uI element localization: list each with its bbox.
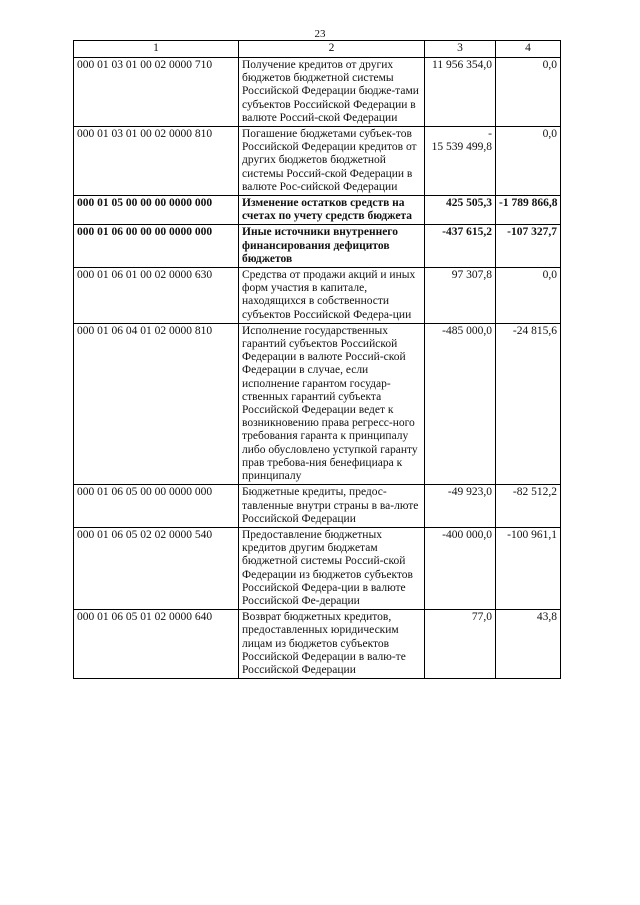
row-value-col4: 43,8 xyxy=(496,610,561,679)
row-name: Иные источники внутреннего финансирования дефицитов бюджетов xyxy=(239,225,425,268)
budget-sources-table xyxy=(73,40,561,679)
row-name: Предоставление бюджетных кредитов другим бюджетам бюджетной системы Россий-ской Федерации из бюджетов субъектов Российской Федера-ции в валюте Российской Фе-дерации xyxy=(239,527,425,609)
row-code: 000 01 03 01 00 02 0000 710 xyxy=(74,58,239,127)
row-code: 000 01 03 01 00 02 0000 810 xyxy=(74,127,239,196)
page-number: 23 xyxy=(314,28,326,40)
row-code: 000 01 05 00 00 00 0000 000 xyxy=(74,196,239,225)
row-value-col3: -400 000,0 xyxy=(425,527,496,609)
row-name: Исполнение государственных гарантий субъектов Российской Федерации в валюте Россий-ской Федерации в случае, если исполнение гарантом государ-ственных гарантий субъекта Российской Федерации ведет к возникновению права регресс-ного требования гаранта к принципалу либо обусловлено уступкой гаранту прав требова-ния бенефициара к принципалу xyxy=(239,323,425,484)
row-value-col3: 11 956 354,0 xyxy=(425,58,496,127)
row-name: Бюджетные кредиты, предос-тавленные внутри страны в ва-люте Российской Федерации xyxy=(239,485,425,528)
header-col-2: 2 xyxy=(239,41,425,58)
header-col-3: 3 xyxy=(425,41,496,58)
table-row xyxy=(74,225,561,268)
row-value-col4: -24 815,6 xyxy=(496,323,561,484)
row-name: Изменение остатков средств на счетах по учету средств бюджета xyxy=(239,196,425,225)
row-value-col4: 0,0 xyxy=(496,268,561,324)
row-value-col3: -437 615,2 xyxy=(425,225,496,268)
header-col-4: 4 xyxy=(496,41,561,58)
row-value-col4: -1 789 866,8 xyxy=(496,196,561,225)
row-value-col3-amount: 15 539 499,8 xyxy=(431,141,492,154)
row-value-col3: 77,0 xyxy=(425,610,496,679)
table-row xyxy=(74,268,561,324)
table-row xyxy=(74,127,561,196)
table-row xyxy=(74,610,561,679)
row-value-col3: -49 923,0 xyxy=(425,485,496,528)
header-col-1: 1 xyxy=(74,41,239,58)
row-value-col3: -485 000,0 xyxy=(425,323,496,484)
row-value-col3 xyxy=(425,127,496,196)
row-value-col3: 425 505,3 xyxy=(425,196,496,225)
row-code: 000 01 06 04 01 02 0000 810 xyxy=(74,323,239,484)
table-row xyxy=(74,58,561,127)
row-value-col4: 0,0 xyxy=(496,127,561,196)
table-row xyxy=(74,485,561,528)
row-code: 000 01 06 05 00 00 0000 000 xyxy=(74,485,239,528)
row-code: 000 01 06 05 02 02 0000 540 xyxy=(74,527,239,609)
table-row xyxy=(74,527,561,609)
row-code: 000 01 06 00 00 00 0000 000 xyxy=(74,225,239,268)
table-row xyxy=(74,323,561,484)
row-name: Погашение бюджетами субъек-тов Российской Федерации кредитов от других бюджетов бюджетной системы Россий-ской Федерации в валюте Рос-сийской Федерации xyxy=(239,127,425,196)
row-value-col4: 0,0 xyxy=(496,58,561,127)
row-value-col3: 97 307,8 xyxy=(425,268,496,324)
row-name: Средства от продажи акций и иных форм участия в капитале, находящихся в собственности субъектов Российской Федера-ции xyxy=(239,268,425,324)
row-value-col4: -107 327,7 xyxy=(496,225,561,268)
row-value-col4: -82 512,2 xyxy=(496,485,561,528)
row-value-col4: -100 961,1 xyxy=(496,527,561,609)
row-code: 000 01 06 05 01 02 0000 640 xyxy=(74,610,239,679)
row-name: Возврат бюджетных кредитов, предоставленных юридическим лицам из бюджетов субъектов Российской Федерации в валю-те Российской Федерации xyxy=(239,610,425,679)
table-row xyxy=(74,196,561,225)
row-code: 000 01 06 01 00 02 0000 630 xyxy=(74,268,239,324)
row-value-col3-dash: - xyxy=(488,128,492,141)
row-name: Получение кредитов от других бюджетов бюджетной системы Российской Федерации бюдже-тами субъектов Российской Федерации в валюте Россий-ской Федерации xyxy=(239,58,425,127)
table-header-row xyxy=(74,41,561,58)
